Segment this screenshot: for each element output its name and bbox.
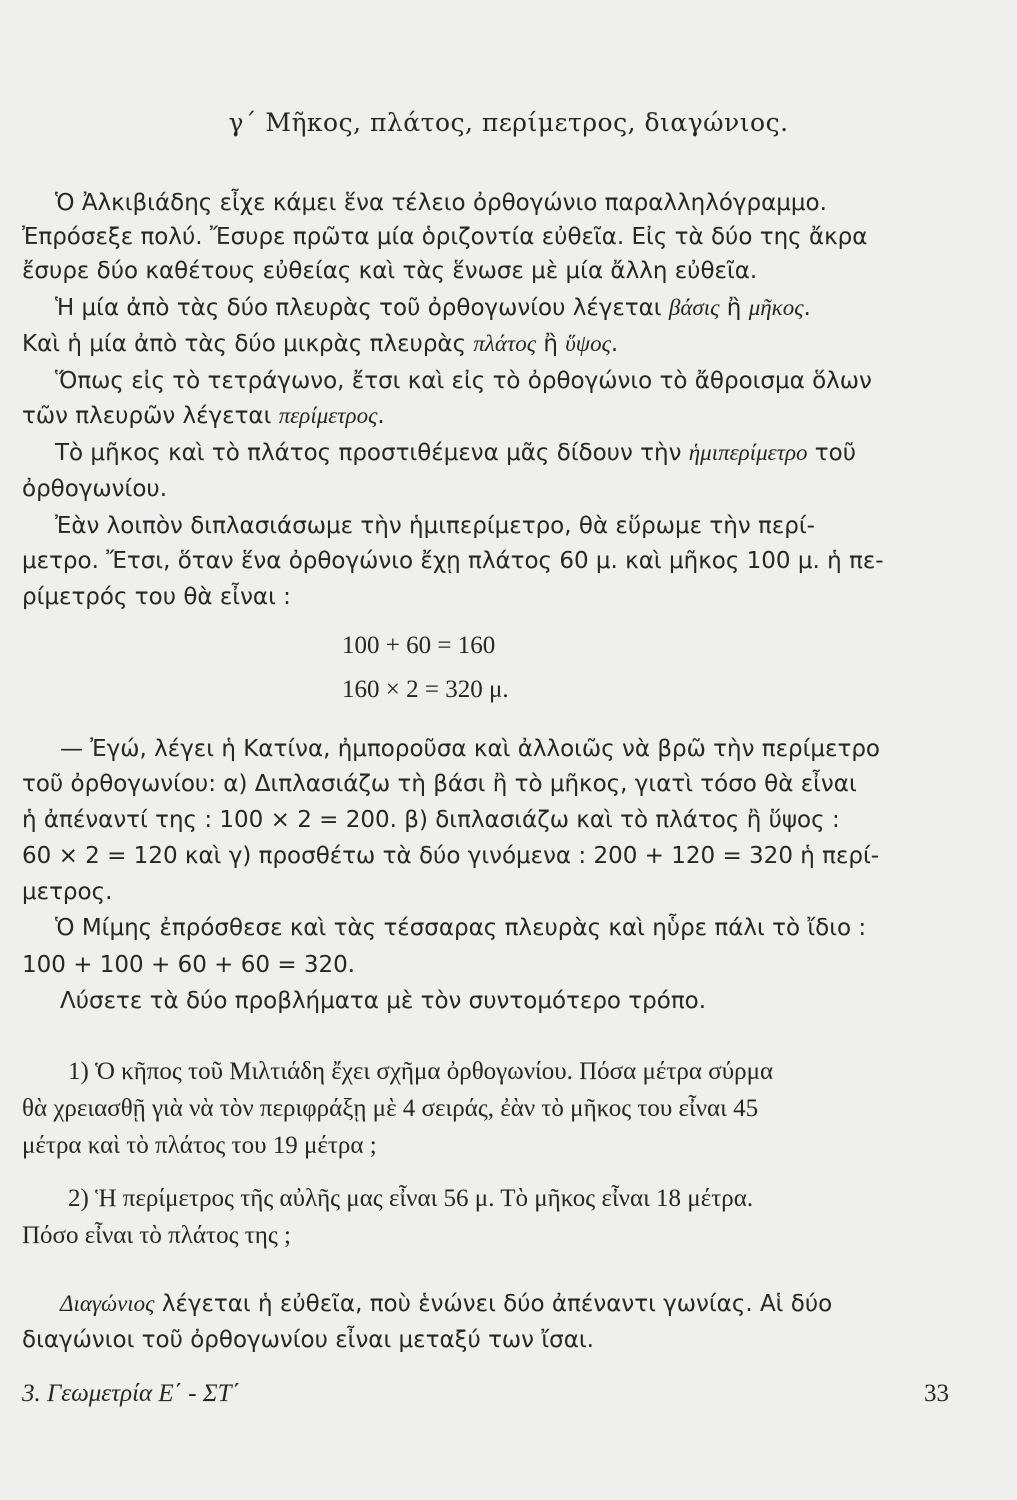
problem-line: θὰ χρειασθῇ γιὰ νὰ τὸν περιφράξῃ μὲ 4 σειράς, ἐὰν τὸ μῆκος του εἶναι 45: [22, 1095, 759, 1122]
term-diagonal: Διαγώνιος: [60, 1291, 155, 1316]
text-line: — Ἐγώ, λέγει ἡ Κατίνα, ἠμποροῦσα καὶ ἀλλοιῶς νὰ βρῶ τὴν περίμετρο: [60, 736, 881, 762]
text-line: [22, 329, 952, 359]
term-width: πλάτος: [473, 331, 537, 356]
text-line: [55, 293, 985, 323]
footer-book-title: 3. Γεωμετρία Ε΄ - ΣΤ΄: [22, 1380, 240, 1407]
text-line: μετρο. Ἔτσι, ὅταν ἕνα ὀρθογώνιο ἔχῃ πλάτος 60 μ. καὶ μῆκος 100 μ. ἡ πε-: [22, 548, 884, 574]
text-span: Τὸ μῆκος καὶ τὸ πλάτος προστιθέμενα μᾶς δίδουν τὴν: [55, 440, 689, 466]
text-line: [60, 1289, 990, 1319]
term-perimeter: περίμετρος: [278, 403, 378, 428]
text-line: 60 × 2 = 120 καὶ γ) προσθέτω τὰ δύο γινόμενα : 200 + 120 = 320 ἡ περί-: [22, 843, 880, 869]
text-line: ἡ ἀπέναντί της : 100 × 2 = 200. β) διπλασιάζω καὶ τὸ πλάτος ἢ ὕψος :: [22, 807, 840, 833]
text-span: λέγεται ἡ εὐθεῖα, ποὺ ἑνώνει δύο ἀπέναντι γωνίας. Αἱ δύο: [154, 1291, 833, 1317]
text-line: Λύσετε τὰ δύο προβλήματα μὲ τὸν συντομότερο τρόπο.: [60, 988, 707, 1014]
text-line: Ὁ Ἀλκιβιάδης εἶχε κάμει ἕνα τέλειο ὀρθογώνιο παραλληλόγραμμο.: [55, 190, 827, 216]
text-span: .: [803, 295, 811, 321]
text-span: ἢ: [719, 295, 749, 321]
term-base: βάσις: [668, 295, 720, 320]
text-span: τῶν πλευρῶν λέγεται: [22, 403, 279, 429]
text-line: ὀρθογωνίου.: [22, 476, 168, 502]
text-line: ρίμετρός του θὰ εἶναι :: [22, 584, 291, 610]
text-span: Καὶ ἡ μία ἀπὸ τὰς δύο μικρὰς πλευρὰς: [22, 331, 474, 357]
text-line: [22, 401, 952, 431]
text-span: τοῦ: [807, 440, 857, 466]
text-span: Ἡ μία ἀπὸ τὰς δύο πλευρὰς τοῦ ὀρθογωνίου λέγεται: [55, 295, 669, 321]
text-line: διαγώνιοι τοῦ ὀρθογωνίου εἶναι μεταξύ των ἴσαι.: [22, 1327, 594, 1353]
calculation-line: 160 × 2 = 320 μ.: [342, 676, 509, 703]
text-span: ἢ: [536, 331, 566, 357]
page-number: 33: [924, 1380, 949, 1407]
section-heading: γ΄ Μῆκος, πλάτος, περίμετρος, διαγώνιος.: [228, 108, 789, 137]
text-line: ἔσυρε δύο καθέτους εὐθείας καὶ τὰς ἕνωσε μὲ μία ἄλλη εὐθεῖα.: [22, 258, 758, 284]
term-length: μῆκος: [748, 295, 804, 320]
problem-line: μέτρα καὶ τὸ πλάτος του 19 μέτρα ;: [22, 1132, 377, 1159]
problem-line: 2) Ἡ περίμετρος τῆς αὐλῆς μας εἶναι 56 μ. Τὸ μῆκος εἶναι 18 μέτρα.: [68, 1185, 754, 1212]
text-line: μετρος.: [22, 879, 113, 905]
text-span: .: [377, 403, 385, 429]
text-span: .: [610, 331, 619, 357]
text-line: Ὁ Μίμης ἐπρόσθεσε καὶ τὰς τέσσαρας πλευρὰς καὶ ηὗρε πάλι τὸ ἴδιο :: [55, 915, 867, 941]
text-line: Ἐπρόσεξε πολύ. Ἔσυρε πρῶτα μία ὁριζοντία εὐθεῖα. Εἰς τὰ δύο της ἄκρα: [22, 224, 868, 250]
calculation-line: 100 + 60 = 160: [342, 632, 496, 659]
text-line: τοῦ ὀρθογωνίου: α) Διπλασιάζω τὴ βάσι ἢ τὸ μῆκος, γιατὶ τόσο θὰ εἶναι: [22, 771, 857, 797]
problem-line: 1) Ὁ κῆπος τοῦ Μιλτιάδη ἔχει σχῆμα ὀρθογωνίου. Πόσα μέτρα σύρμα: [68, 1058, 774, 1085]
text-line: 100 + 100 + 60 + 60 = 320.: [22, 952, 356, 978]
term-semiperimeter: ἡμιπερίμετρο: [688, 440, 808, 465]
text-line: Ἐὰν λοιπὸν διπλασιάσωμε τὴν ἡμιπερίμετρο, θὰ εὕρωμε τὴν περί-: [55, 513, 815, 539]
term-height: ὕψος: [565, 331, 611, 356]
text-line: [55, 438, 985, 468]
problem-line: Πόσο εἶναι τὸ πλάτος της ;: [22, 1222, 291, 1249]
text-line: Ὅπως εἰς τὸ τετράγωνο, ἔτσι καὶ εἰς τὸ ὀρθογώνιο τὸ ἄθροισμα ὅλων: [55, 368, 872, 394]
